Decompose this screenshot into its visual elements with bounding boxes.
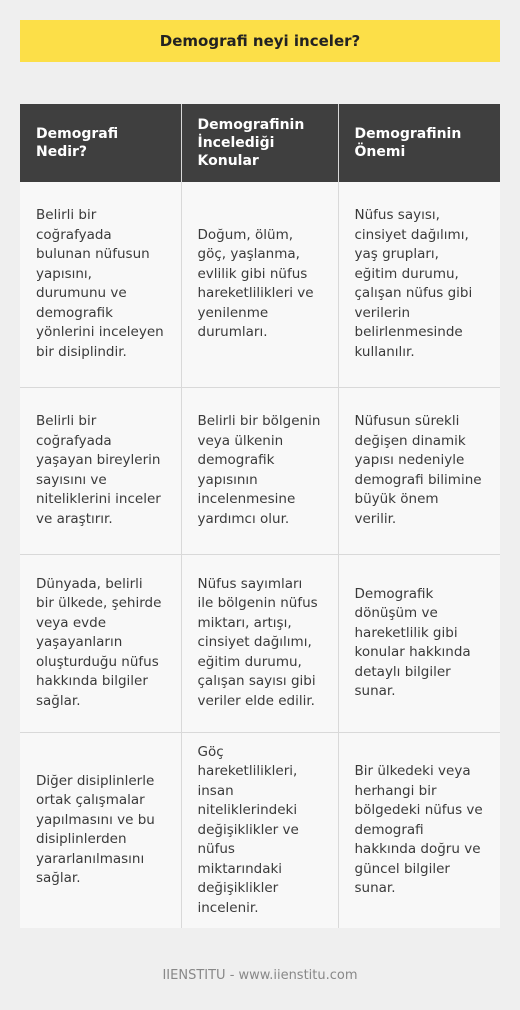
footer-credit: IIENSTITU - www.iienstitu.com (162, 968, 358, 983)
table-cell: Demografik dönüşüm ve hareketlilik gibi konular hakkında detaylı bilgiler sunar. (338, 554, 500, 732)
page-title: Demografi neyi inceler? (20, 20, 500, 62)
table-cell: Nüfus sayısı, cinsiyet dağılımı, yaş grupları, eğitim durumu, çalışan nüfus gibi verilerin belirlenmesinde kullanılır. (338, 182, 500, 387)
table-cell: Belirli bir coğrafyada yaşayan bireylerin sayısını ve niteliklerini inceler ve araştırır. (20, 387, 181, 554)
table-cell: Göç hareketlilikleri, insan niteliklerindeki değişiklikler ve nüfus miktarındaki değişiklikler incelenir. (181, 732, 338, 928)
table-row (20, 182, 500, 387)
table-cell: Belirli bir bölgenin veya ülkenin demografik yapısının incelenmesine yardımcı olur. (181, 387, 338, 554)
table-row (20, 732, 500, 928)
table-cell: Nüfus sayımları ile bölgenin nüfus miktarı, artışı, cinsiyet dağılımı, eğitim durumu, çalışan sayısı gibi veriler elde edilir. (181, 554, 338, 732)
column-header-topics: Demografinin İncelediği Konular (181, 104, 338, 182)
table-cell: Doğum, ölüm, göç, yaşlanma, evlilik gibi nüfus hareketlilikleri ve yenilenme durumları. (181, 182, 338, 387)
column-header-importance: Demografinin Önemi (338, 104, 500, 182)
table-cell: Dünyada, belirli bir ülkede, şehirde veya evde yaşayanların oluşturduğu nüfus hakkında bilgiler sağlar. (20, 554, 181, 732)
table-row (20, 554, 500, 732)
info-table (20, 104, 500, 928)
table-row (20, 387, 500, 554)
table-cell: Nüfusun sürekli değişen dinamik yapısı nedeniyle demografi bilimine büyük önem verilir. (338, 387, 500, 554)
table-cell: Belirli bir coğrafyada bulunan nüfusun yapısını, durumunu ve demografik yönlerini inceleyen bir disiplindir. (20, 182, 181, 387)
table-header-row (20, 104, 500, 182)
column-header-definition: Demografi Nedir? (20, 104, 181, 182)
table-cell: Bir ülkedeki veya herhangi bir bölgedeki nüfus ve demografi hakkında doğru ve güncel bilgiler sunar. (338, 732, 500, 928)
table-cell: Diğer disiplinlerle ortak çalışmalar yapılmasını ve bu disiplinlerden yararlanılmasını sağlar. (20, 732, 181, 928)
